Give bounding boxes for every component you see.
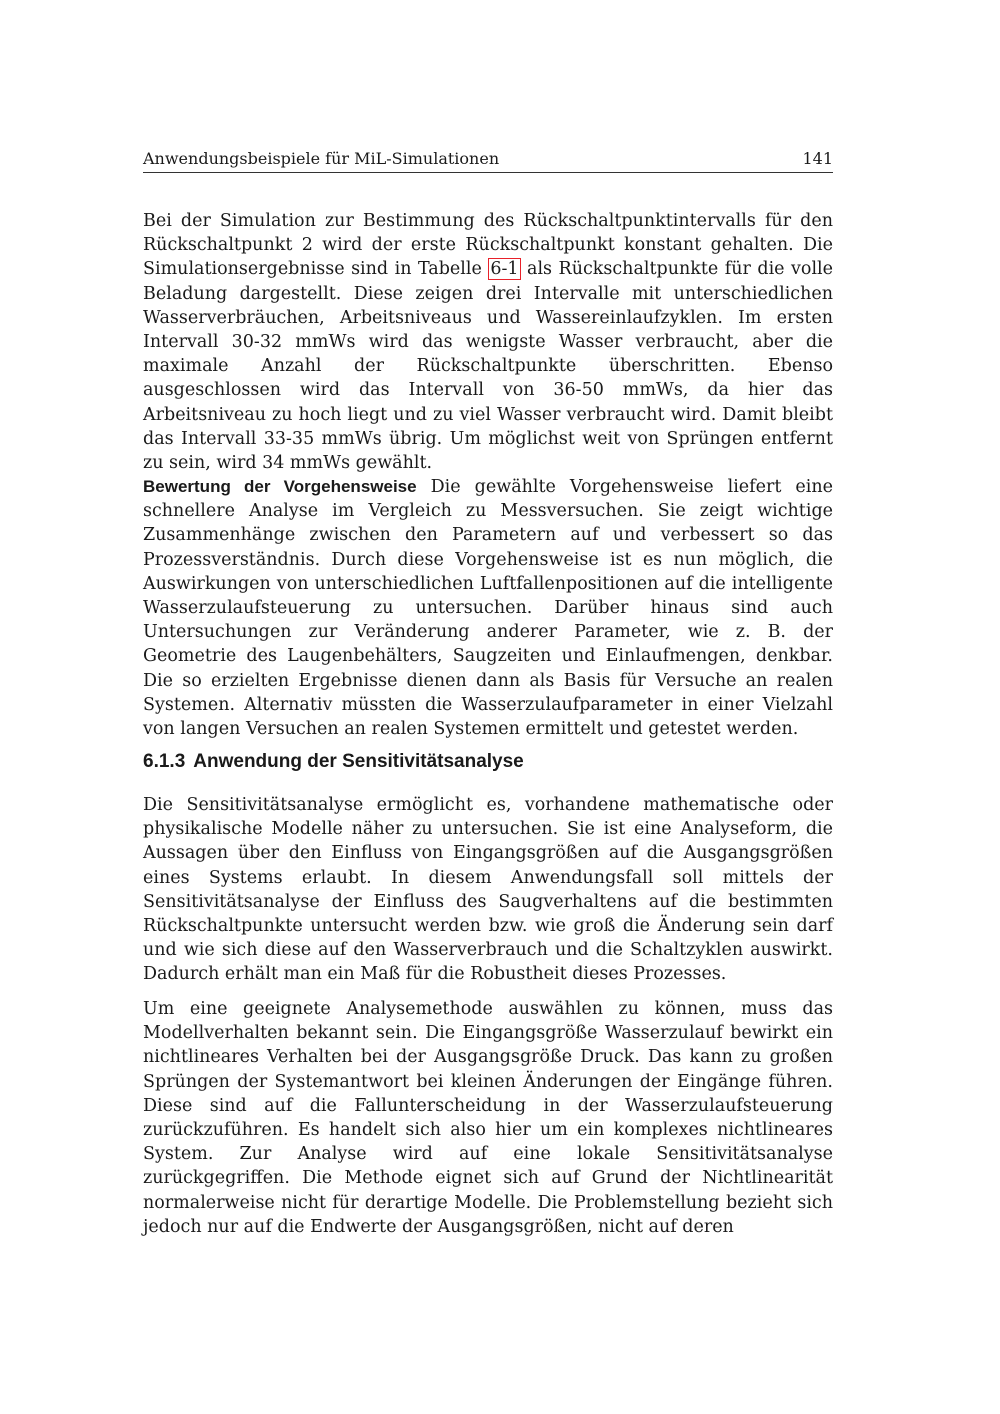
paragraph-bewertung	[143, 475, 833, 741]
running-title: Anwendungsbeispiele für MiL-Simulationen	[143, 149, 500, 168]
paragraph-text: als Rückschaltpunkte für die volle Beladung dargestellt. Diese zeigen drei Intervalle mit unterschiedlichen Wasserverbräuchen, Arbeitsniveaus und Wassereinlaufzyklen. Im ersten Intervall 30-32 mmWs wird das wenigste Wasser verbraucht, aber die maximale Anzahl der Rückschaltpunkte überschritten. Ebenso ausgeschlossen wird das Intervall von 36-50 mmWs, da hier das Arbeitsniveau zu hoch liegt und zu viel Wasser verbraucht wird. Damit bleibt das Intervall 33-35 mmWs übrig. Um möglichst weit von Sprüngen entfernt zu sein, wird 34 mmWs gewählt.	[143, 259, 833, 474]
paragraph-sensitivitaetsanalyse	[143, 793, 833, 987]
section-title: Anwendung der Sensitivitätsanalyse	[193, 751, 524, 772]
paragraph-text: Bei der Simulation zur Bestimmung des Rückschaltpunktintervalls für den Rückschaltpunkt 2 wird der erste Rückschaltpunkt konstant gehalten. Die Simulationsergebnisse sind in Tabelle	[143, 211, 833, 280]
page-header	[143, 146, 833, 173]
section-heading	[143, 748, 524, 776]
paragraph-heading: Bewertung der Vorgehensweise	[143, 477, 417, 496]
paragraph-text: Um eine geeignete Analysemethode auswählen zu können, muss das Modellverhalten bekannt sein. Die Eingangsgröße Wasserzulauf bewirkt ein nichtlineares Verhalten bei der Ausgangsgröße Druck. Das kann zu großen Sprüngen der Systemantwort bei kleinen Änderungen der Eingänge führen. Diese sind auf die Fallunterscheidung in der Wasserzulaufsteuerung zurückzuführen. Es handelt sich also hier um ein komplexes nichtlineares System. Zur Analyse wird auf eine lokale Sensitivitätsanalyse zurückgegriffen. Die Methode eignet sich auf Grund der Nichtlinearität normalerweise nicht für derartige Modelle. Die Problemstellung bezieht sich jedoch nur auf die Endwerte der Ausgangsgrößen, nicht auf deren	[143, 999, 833, 1237]
paragraph-rueckschaltpunkt	[143, 209, 833, 475]
section-number: 6.1.3	[143, 751, 186, 772]
paragraph-text: Die Sensitivitätsanalyse ermöglicht es, vorhandene mathematische oder physikalische Modelle näher zu untersuchen. Sie ist eine Analyseform, die Aussagen über den Einfluss von Eingangsgrößen auf die Ausgangsgrößen eines Systems erlaubt. In diesem Anwendungsfall soll mittels der Sensitivitätsanalyse der Einfluss des Saugverhaltens auf die bestimmten Rückschaltpunkte untersucht werden bzw. wie groß die Änderung sein darf und wie sich diese auf den Wasserverbrauch und die Schaltzyklen auswirkt. Dadurch erhält man ein Maß für die Robustheit dieses Prozesses.	[143, 795, 833, 985]
table-reference-link[interactable]: 6-1	[490, 259, 519, 280]
paragraph-text: Die gewählte Vorgehensweise liefert eine schnellere Analyse im Vergleich zu Messversuchen. Sie zeigt wichtige Zusammenhänge zwischen den Parametern auf und verbessert so das Prozessverständnis. Durch diese Vorgehensweise ist es nun möglich, die Auswirkungen von unterschiedlichen Luftfallenpositionen auf die intelligente Wasserzulaufsteuerung zu untersuchen. Darüber hinaus sind auch Untersuchungen zur Veränderung anderer Parameter, wie z. B. der Geometrie des Laugenbehälters, Saugzeiten und Einlaufmengen, denkbar. Die so erzielten Ergebnisse dienen dann als Basis für Versuche an realen Systemen. Alternativ müssten die Wasserzulaufparameter in einer Vielzahl von langen Versuchen an realen Systemen ermittelt und getestet werden.	[143, 477, 833, 740]
page-number: 141	[802, 149, 833, 168]
paragraph-analysemethode	[143, 997, 833, 1239]
